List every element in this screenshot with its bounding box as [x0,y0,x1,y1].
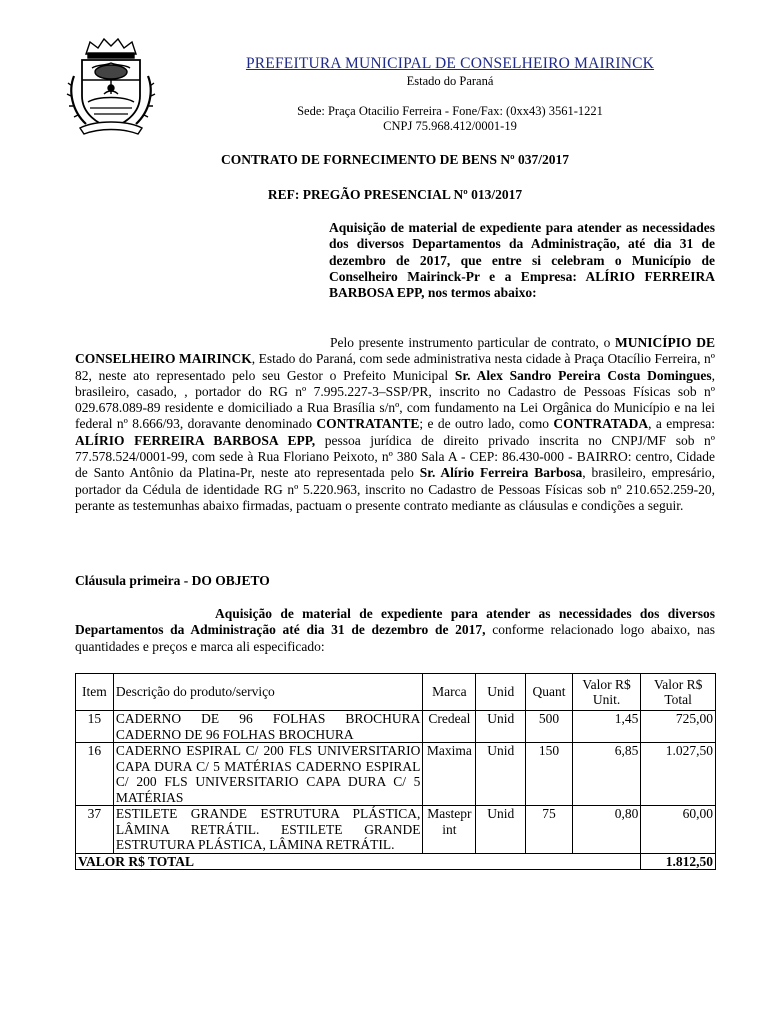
preamble-text: , a empresa: [648,416,716,432]
row-quantity: 75 [526,806,573,854]
state-name: Estado do Paraná [406,74,494,88]
row-description: CADERNO DE 96 FOLHAS BROCHURA CADERNO DE 96 FOLHAS BROCHURA [113,711,423,743]
header-total-price [641,674,716,711]
clause-object-paragraph [75,606,715,655]
preamble-contratante: CONTRATANTE [316,416,420,432]
total-label: VALOR R$ TOTAL [76,853,641,870]
header-unit-price [572,674,640,711]
header-description: Descrição do produto/serviço [113,674,423,711]
row-unit: Unid [476,806,526,854]
table-header-row [76,674,716,711]
table-row [76,806,716,854]
header-unit-price-line1: Valor R$ [582,676,631,692]
preamble-company-name: ALÍRIO FERREIRA BARBOSA EPP, [75,432,316,448]
table-total-row [76,853,716,870]
row-total-price: 1.027,50 [641,743,716,806]
municipal-coat-of-arms-icon [66,36,156,136]
preamble-text: ; e de outro lado, como [419,416,554,432]
row-brand: Credeal [423,711,476,743]
municipality-title: PREFEITURA MUNICIPAL DE CONSELHEIRO MAIRINCK [245,55,655,72]
preamble-municipality: MUNICÍPIO DE CONSELHEIRO MAIRINCK [75,335,715,367]
preamble-text: , Estado do Paraná, com sede administrativa nesta cidade à Praça Otacílio Ferreira, nº 82, neste ato representado pelo seu Gestor o Prefeito Municipal [75,351,715,383]
row-total-price: 725,00 [641,711,716,743]
clause-object-text: conforme relacionado logo abaixo, nas quantidades e preços e marca ali especificado: [75,622,715,654]
preamble-text: , brasileiro, casado, , portador do RG nº 7.995.227-3–SSP/PR, inscrito no Cadastro de Pessoas Físicas sob nº 029.678.089-89 residente e domiciliado a Rua Brasília s/nº, com fundamento na Lei Orgânica do Município e na lei federal nº 8.666/93, doravante denominado [75,367,715,432]
row-unit: Unid [476,743,526,806]
total-value: 1.812,50 [641,853,716,870]
header-total-price-line2: Total [664,692,692,707]
cnpj-line: CNPJ 75.968.412/0001-19 [383,119,517,133]
row-brand: Mastepr int [423,806,476,854]
clause-heading: Cláusula primeira - DO OBJETO [75,573,270,588]
address-line: Sede: Praça Otacilio Ferreira - Fone/Fax: (0xx43) 3561-1221 [297,104,603,118]
preamble-text: , brasileiro, empresário, portador da Cédula de identidade RG nº 5.220.963, inscrito no Cadastro de Pessoas Físicas sob nº 210.652.259-20, perante as testemunhas abaixo firmadas, pactuam o presente contrato mediante as cláusulas e condições a seguir. [75,465,716,513]
header-unit-price-line2: Unit. [592,692,621,707]
row-unit: Unid [476,711,526,743]
row-description: ESTILETE GRANDE ESTRUTURA PLÁSTICA, LÂMINA RETRÁTIL. ESTILETE GRANDE ESTRUTURA PLÁSTICA, LÂMINA RETRÁTIL. [113,806,423,854]
contract-reference: REF: PREGÃO PRESENCIAL Nº 013/2017 [267,187,523,202]
row-description: CADERNO ESPIRAL C/ 200 FLS UNIVERSITARIO CAPA DURA C/ 5 MATÉRIAS CADERNO ESPIRAL C/ 200 FLS UNIVERSITARIO CAPA DURA C/ 5 MATÉRIAS [113,743,423,806]
row-brand: Maxima [423,743,476,806]
row-unit-price: 6,85 [572,743,640,806]
header-quantity: Quant [526,674,573,711]
preamble-mayor-name: Sr. Alex Sandro Pereira Costa Domingues [454,367,712,383]
header-unit: Unid [476,674,526,711]
preamble-text: pessoa jurídica de direito privado inscrita no CNPJ/MF sob nº 77.578.524/0001-99, com sede à Rua Floriano Peixoto, nº 380 Sala A - CEP: 86.430-000 - BAIRRO: centro, Cidade de Santo Antônio da Platina-Pr, neste ato representada pelo [75,432,715,481]
row-quantity: 150 [526,743,573,806]
items-table [75,673,716,870]
row-item-number: 37 [76,806,114,854]
contract-summary: Aquisição de material de expediente para atender as necessidades dos diversos Departamentos da Administração, até dia 31 de dezembro de 2017, que entre si celebram o Município de Conselheiro Mairinck-Pr e a Empresa: ALÍRIO FERREIRA BARBOSA EPP, nos termos abaixo: [329,220,715,301]
table-row [76,743,716,806]
table-row [76,711,716,743]
preamble-representative-name: Sr. Alírio Ferreira Barbosa [419,465,583,481]
header-total-price-line1: Valor R$ [653,676,703,692]
row-quantity: 500 [526,711,573,743]
row-unit-price: 1,45 [572,711,640,743]
header-brand: Marca [423,674,476,711]
preamble-contratada: CONTRATADA [553,416,649,432]
preamble-text: Pelo presente instrumento particular de contrato, o [330,335,616,350]
preamble-paragraph [75,335,715,514]
clause-object-bold: Aquisição de material de expediente para atender as necessidades dos diversos Departamentos da Administração até dia 31 de dezembro de 2017, [75,606,715,638]
row-total-price: 60,00 [641,806,716,854]
header-item: Item [76,674,114,711]
contract-title: CONTRATO DE FORNECIMENTO DE BENS Nº 037/2017 [220,152,569,167]
row-item-number: 15 [76,711,114,743]
row-unit-price: 0,80 [572,806,640,854]
row-item-number: 16 [76,743,114,806]
